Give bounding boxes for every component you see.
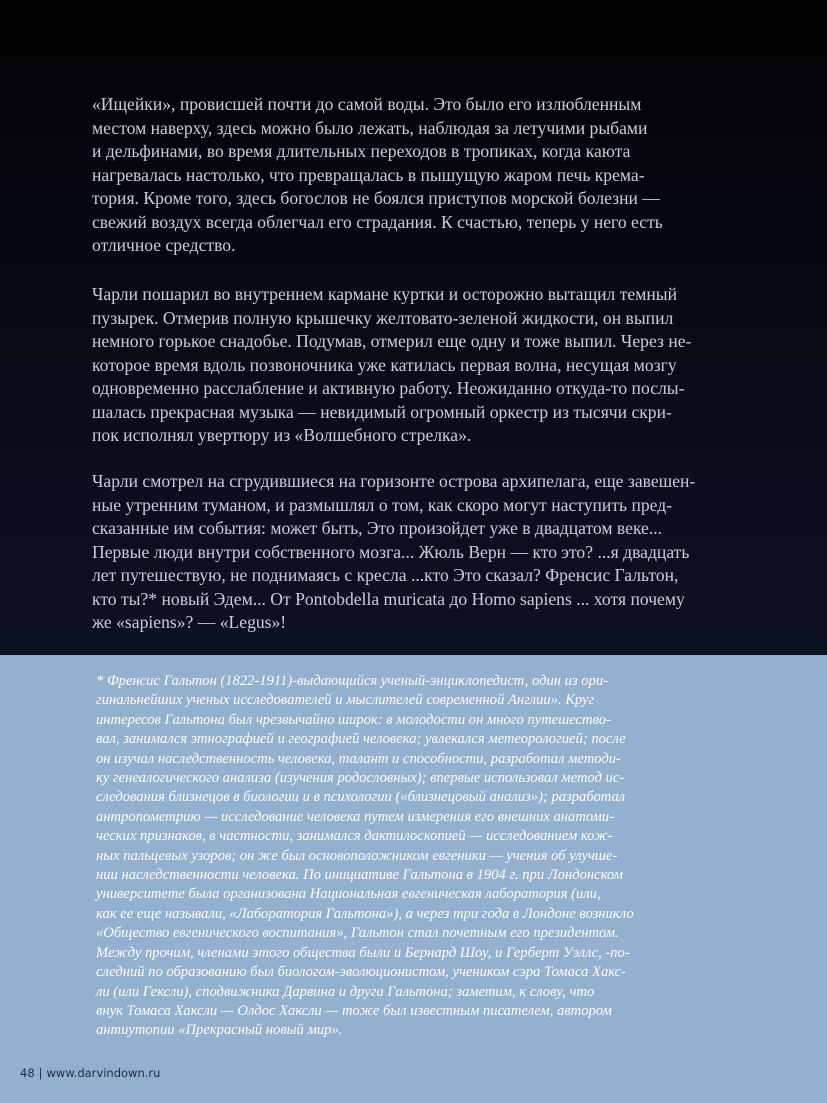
paragraph-1 (92, 93, 752, 258)
paragraph-3 (92, 470, 752, 635)
text-line: ные утренним туманом, и размышлял о том, как скоро могут наступить пред- (92, 494, 673, 515)
footnote-text (96, 672, 756, 1041)
text-line: нагревалась настолько, что превращалась в пышущую жаром печь крема- (92, 164, 645, 185)
footnote-line: * Френсис Гальтон (1822-1911)-выдающийся ученый-энциклопедист, один из ори- (96, 673, 609, 689)
footnote-line: следний по образованию был биологом-эволюционистом, учеником сэра Томаса Хакс- (96, 964, 626, 981)
text-line: пок исполнял увертюру из «Волшебного стрелка». (92, 425, 472, 445)
footnote-line: Между прочим, членами этого общества были и Бернард Шоу, и Герберт Уэллс, -по- (96, 944, 630, 961)
footnote-line: он изучал наследственность человека, талант и способности, разработал методи- (96, 750, 621, 767)
footnote-line: «Общество евгенического воспитания», Гальтон стал почетным его президентом. (96, 925, 619, 942)
footnote-section (0, 655, 827, 1103)
text-line: которое время вдоль позвоночника уже катилась первая волна, несущая мозгу (92, 354, 677, 375)
text-line: сказанные им события: может быть, Это произойдет уже в двадцатом веке... (92, 518, 663, 538)
text-line: же «sapiens»? — «Legus»! (92, 612, 287, 632)
footnote-line: интересов Гальтона был чрезвычайно широк: в молодости он много путешество- (96, 711, 611, 728)
text-line: Чарли пошарил во внутреннем кармане куртки и осторожно вытащил темный (92, 284, 678, 304)
page-footer (20, 1066, 160, 1080)
text-line: шалась прекрасная музыка — невидимый огромный оркестр из тысячи скри- (92, 401, 672, 422)
text-line: отличное средство. (92, 235, 236, 255)
text-line: и дельфинами, во время длительных переходов в тропиках, когда каюта (92, 141, 631, 161)
footnote-line: нии наследственности человека. По инициативе Гальтона в 1904 г. при Лондонском (96, 867, 623, 884)
footnote-line: ческих признаков, в частности, занимался дактилоскопией — исследованием кож- (96, 828, 613, 845)
text-line: кто ты?* новый Эдем... От Pontobdella muricata до Homo sapiens ... хотя почему (92, 588, 685, 609)
footnote-line: следования близнецов в биологии и в психологии («близнецовый анализ»); разработал (96, 789, 626, 806)
text-line: Чарли смотрел на сгрудившиеся на горизонте острова архипелага, еще завешен- (92, 471, 696, 491)
footnote-line: вал, занимался этнографией и географией человека; увлекался метеорологией; после (96, 731, 626, 748)
website-link[interactable]: www.darvindown.ru (46, 1066, 161, 1080)
footnote-line: университете была организована Национальная евгеническая лаборатория (или, (96, 886, 601, 903)
text-line: немного горькое снадобье. Подумав, отмерил еще одну и тоже выпил. Через не- (92, 331, 692, 351)
footnote-line: ли (или Гексли), сподвижника Дарвина и друга Гальтона; заметим, к слову, что (96, 983, 595, 1000)
footnote-line: гинальнейших ученых исследователей и мыслителей современной Англии». Круг (96, 692, 595, 709)
footnote-line: внук Томаса Хаксли — Олдос Хаксли — тоже был известным писателем, автором (96, 1002, 612, 1019)
text-line: пузырек. Отмерив полную крышечку желтовато-зеленой жидкости, он выпил (92, 307, 674, 328)
footnote-line: ку генеалогического анализа (изучения родословных); впервые использовал метод ис- (96, 770, 625, 787)
text-line: Первые люди внутри собственного мозга... Жюль Верн — кто это? ...я двадцать (92, 541, 690, 562)
page-number: 48 (20, 1066, 35, 1080)
text-line: лет путешествую, не поднимаясь с кресла ...кто Это сказал? Френсис Гальтон, (92, 565, 679, 585)
paragraph-2 (92, 283, 752, 448)
footnote-line: антиутопии «Прекрасный новый мир». (96, 1022, 343, 1039)
footnote-line: как ее еще называли, «Лаборатория Гальтона»), а через три года в Лондоне возникло (96, 905, 634, 922)
text-line: местом наверху, здесь можно было лежать, наблюдая за летучими рыбами (92, 117, 648, 138)
text-line: «Ищейки», провисшей почти до самой воды. Это было его излюбленным (92, 94, 642, 114)
footnote-line: ных пальцевых узоров; он же был основоположником евгеники — учения об улучше- (96, 847, 618, 864)
text-line: одновременно расслабление и активную работу. Неожиданно откуда-то послы- (92, 378, 685, 398)
footnote-line: антропометрию — исследование человека путем измерения его внешних анатоми- (96, 808, 615, 825)
footer-separator: | (38, 1066, 43, 1080)
text-line: тория. Кроме того, здесь богослов не боялся приступов морской болезни — (92, 188, 660, 208)
text-line: свежий воздух всегда облегчал его страдания. К счастью, теперь у него есть (92, 211, 663, 232)
